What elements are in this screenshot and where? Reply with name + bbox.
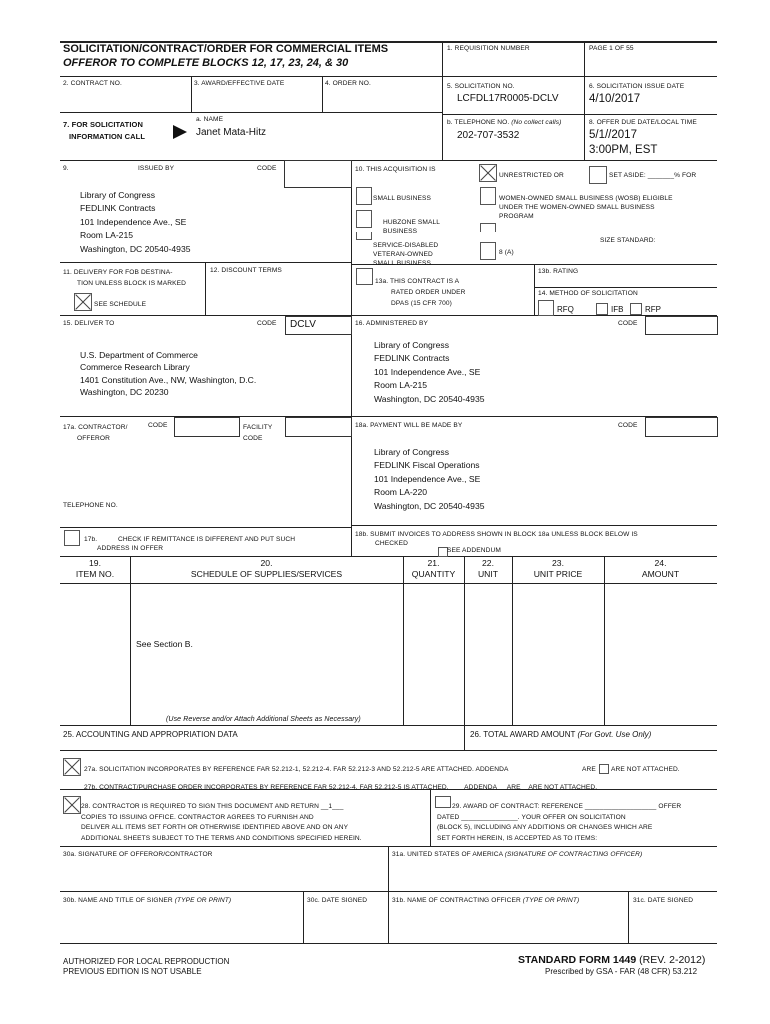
deliver-to-address: U.S. Department of Commerce Commerce Research Library 1401 Constitution Ave., NW, Washington, D.C. Washington, DC 20230 — [80, 350, 257, 398]
remittance-num: 17b. — [84, 536, 98, 543]
ifb-checkbox[interactable] — [596, 303, 608, 315]
col-unit: 22. UNIT — [477, 558, 499, 579]
contractor-sign-text: 28. CONTRACTOR IS REQUIRED TO SIGN THIS DOCUMENT AND RETURN __1___ COPIES TO ISSUING OFFICE. CONTRACTOR AGREES TO FURNISH AND DELIVER ALL ITEMS SET FORTH OR OTHERWISE IDENTIFIED ABOVE AND ON ANY ADDITIONAL SHEETS SUBJECT TO THE TERMS AND CONDITIONS SPECIFIED HEREIN. — [81, 803, 362, 842]
offer-due-date: 5/1//2017 — [589, 129, 637, 141]
payment-address: Library of Congress FEDLINK Fiscal Operations 101 Independence Ave., SE Room LA-220 Washington, DC 20540-4935 — [374, 447, 485, 511]
award-date-label: 3. AWARD/EFFECTIVE DATE — [194, 80, 285, 87]
offer-due-time: 3:00PM, EST — [589, 144, 658, 156]
payment-by-label: 18a. PAYMENT WILL BE MADE BY — [355, 422, 463, 429]
rfq-checkbox[interactable] — [538, 300, 554, 316]
telephone-label: b. TELEPHONE NO. (No collect calls) — [447, 119, 562, 126]
rfp-label: RFP — [645, 305, 661, 314]
schedule-note: (Use Reverse and/or Attach Additional Sheets as Necessary) — [166, 716, 361, 723]
hubzone-checkbox[interactable] — [356, 210, 372, 228]
contractor-code-label: CODE — [148, 422, 168, 429]
footer-prescribed: Prescribed by GSA - FAR (48 CFR) 53.212 — [545, 967, 698, 976]
issued-by-label: ISSUED BY — [138, 165, 175, 172]
rfp-checkbox[interactable] — [630, 303, 642, 315]
delivery-fob-label: 11. DELIVERY FOR FOB DESTINA- TION UNLESS BLOCK IS MARKED — [63, 269, 186, 287]
rated-order-checkbox[interactable] — [356, 268, 373, 285]
acquisition-label: 10. THIS ACQUISITION IS — [355, 166, 436, 173]
far-27a-not-checkbox[interactable] — [599, 764, 609, 774]
total-award-label: 26. TOTAL AWARD AMOUNT (For Govt. Use Only) — [470, 730, 652, 739]
wosb-checkbox[interactable] — [480, 187, 496, 205]
col-amount: 24. AMOUNT — [641, 558, 680, 579]
col-unit-price: 23. UNIT PRICE — [533, 558, 583, 579]
facility-code-label: FACILITY CODE — [243, 424, 273, 442]
facility-code-box[interactable] — [285, 417, 352, 437]
far-27a-are: ARE — [582, 766, 596, 773]
unrestricted-checkbox[interactable] — [479, 164, 497, 182]
issue-date-value: 4/10/2017 — [589, 93, 641, 105]
method-label: 14. METHOD OF SOLICITATION — [538, 290, 638, 297]
8a-label: 8 (A) — [499, 249, 514, 256]
page-count: PAGE 1 OF 55 — [589, 45, 634, 52]
administered-by-label: 16. ADMINISTERED BY — [355, 320, 428, 327]
footer-reproduction: AUTHORIZED FOR LOCAL REPRODUCTION — [63, 957, 230, 966]
setaside-label: SET ASIDE: _______% FOR — [609, 172, 697, 179]
issue-date-label: 6. SOLICITATION ISSUE DATE — [589, 83, 685, 90]
invoices-label: 18b. SUBMIT INVOICES TO ADDRESS SHOWN IN BLOCK 18a UNLESS BLOCK BELOW IS CHECKED — [355, 531, 638, 547]
rfq-label: RFQ — [557, 305, 574, 314]
award-text: 29. AWARD OF CONTRACT: REFERENCE ___________________ OFFER DATED _______________. YOUR OFFER ON SOLICITATION (BLOCK 5), INCLUDING ANY ADDITIONS OR CHANGES WHICH ARE SET FORTH HEREIN, IS ACCEPTED AS TO ITEMS: — [437, 803, 682, 842]
far-27a-not: ARE NOT ATTACHED. — [611, 766, 680, 773]
requisition-number-label: 1. REQUISITION NUMBER — [447, 45, 530, 52]
small-business-checkbox[interactable] — [356, 187, 372, 205]
form-subtitle: OFFEROR TO COMPLETE BLOCKS 12, 17, 23, 24, & 30 — [63, 57, 349, 69]
setaside-checkbox[interactable] — [589, 166, 607, 184]
footer-previous-edition: PREVIOUS EDITION IS NOT USABLE — [63, 967, 202, 976]
see-schedule-checkbox[interactable] — [74, 293, 92, 311]
contract-no-label: 2. CONTRACT NO. — [63, 80, 122, 87]
col-item-no: 19. ITEM NO. — [75, 558, 115, 579]
contact-name: Janet Mata-Hitz — [196, 127, 267, 138]
issued-by-address: Library of Congress FEDLINK Contracts 101 Independence Ave., SE Room LA-215 Washington, DC 20540-4935 — [80, 190, 191, 254]
telephone-value: 202-707-3532 — [457, 130, 520, 141]
block-9-label: 9. — [63, 165, 69, 172]
solicitation-info-label-2: INFORMATION CALL — [69, 132, 146, 141]
discount-terms-label: 12. DISCOUNT TERMS — [210, 267, 282, 274]
edwosb-checkbox[interactable] — [480, 223, 496, 232]
deliver-to-code-label: CODE — [257, 320, 277, 327]
co-name-label: 31b. NAME OF CONTRACTING OFFICER (TYPE OR PRINT) — [392, 897, 580, 904]
col-quantity: 21. QUANTITY — [411, 558, 456, 579]
service-disabled-checkbox[interactable] — [356, 232, 372, 240]
col-schedule: 20. SCHEDULE OF SUPPLIES/SERVICES — [190, 558, 343, 579]
remittance-label: CHECK IF REMITTANCE IS DIFFERENT AND PUT SUCH — [118, 536, 296, 543]
rated-order-label: 13a. THIS CONTRACT IS A RATED ORDER UNDER DPAS (15 CFR 700) — [375, 278, 466, 307]
order-no-label: 4. ORDER NO. — [325, 80, 371, 87]
far-27b-text: 27b. CONTRACT/PURCHASE ORDER INCORPORATES BY REFERENCE FAR 52.212-4. FAR 52.212-5 IS ATTACHED. ADDENDA ARE ARE NOT ATTACHED. — [84, 784, 598, 791]
offeror-signature-label: 30a. SIGNATURE OF OFFEROR/CONTRACTOR — [63, 851, 213, 858]
unrestricted-label: UNRESTRICTED OR — [499, 172, 564, 179]
issued-by-code-label: CODE — [257, 165, 277, 172]
contractor-label: 17a. CONTRACTOR/ OFFEROR — [63, 424, 128, 442]
contact-name-label: a. NAME — [196, 116, 224, 123]
accounting-label: 25. ACCOUNTING AND APPROPRIATION DATA — [63, 730, 238, 739]
far-27a-text: 27a. SOLICITATION INCORPORATES BY REFERENCE FAR 52.212-1, 52.212-4. FAR 52.212-3 AND 52.212-5 ARE ATTACHED. ADDENDA — [84, 766, 509, 773]
remittance-label-2: ADDRESS IN OFFER — [97, 545, 164, 552]
wosb-label: WOMEN-OWNED SMALL BUSINESS (WOSB) ELIGIBLE UNDER THE WOMEN-OWNED SMALL BUSINESS PROGRAM — [499, 195, 673, 220]
administered-by-address: Library of Congress FEDLINK Contracts 101 Independence Ave., SE Room LA-215 Washington, DC 20540-4935 — [374, 340, 485, 404]
administered-by-code-label: CODE — [618, 320, 638, 327]
see-schedule-label: SEE SCHEDULE — [94, 301, 147, 308]
contractor-code-box[interactable] — [174, 417, 240, 437]
remittance-checkbox[interactable] — [64, 530, 80, 546]
8a-checkbox[interactable] — [480, 242, 496, 260]
administered-by-code-box[interactable] — [645, 316, 718, 335]
contractor-telephone-label: TELEPHONE NO. — [63, 502, 118, 509]
footer-form-number: STANDARD FORM 1449 (REV. 2-2012) — [518, 954, 706, 966]
far-27a-checkbox[interactable] — [63, 758, 81, 776]
service-disabled-label: SERVICE-DISABLED VETERAN-OWNED SMALL BUSINESS — [373, 242, 439, 267]
offeror-date-label: 30c. DATE SIGNED — [307, 897, 368, 904]
small-business-label: SMALL BUSINESS — [373, 195, 431, 202]
co-date-label: 31c. DATE SIGNED — [633, 897, 694, 904]
payment-code-label: CODE — [618, 422, 638, 429]
deliver-to-code-value: DCLV — [290, 319, 316, 330]
usa-signature-label: 31a. UNITED STATES OF AMERICA (SIGNATURE OF CONTRACTING OFFICER) — [392, 851, 643, 858]
signer-name-label: 30b. NAME AND TITLE OF SIGNER (TYPE OR PRINT) — [63, 897, 232, 904]
deliver-to-label: 15. DELIVER TO — [63, 320, 115, 327]
arrow-right-icon — [172, 124, 188, 140]
form-title: SOLICITATION/CONTRACT/ORDER FOR COMMERCIAL ITEMS — [63, 43, 389, 55]
solicitation-info-label: 7. FOR SOLICITATION — [63, 120, 143, 129]
size-standard-label: SIZE STANDARD: — [600, 237, 656, 244]
rating-label: 13b. RATING — [538, 268, 579, 275]
offer-due-label: 8. OFFER DUE DATE/LOCAL TIME — [589, 119, 697, 126]
schedule-text: See Section B. — [136, 639, 193, 649]
hubzone-label: HUBZONE SMALL BUSINESS — [383, 219, 440, 235]
solicitation-no-label: 5. SOLICITATION NO. — [447, 83, 515, 90]
issued-by-code-box[interactable] — [284, 160, 352, 188]
contractor-sign-checkbox[interactable] — [63, 796, 81, 814]
solicitation-no-value: LCFDL17R0005-DCLV — [457, 93, 559, 104]
ifb-label: IFB — [611, 305, 624, 314]
see-addendum-label: SEE ADDENDUM — [447, 547, 501, 554]
payment-code-box[interactable] — [645, 417, 718, 437]
